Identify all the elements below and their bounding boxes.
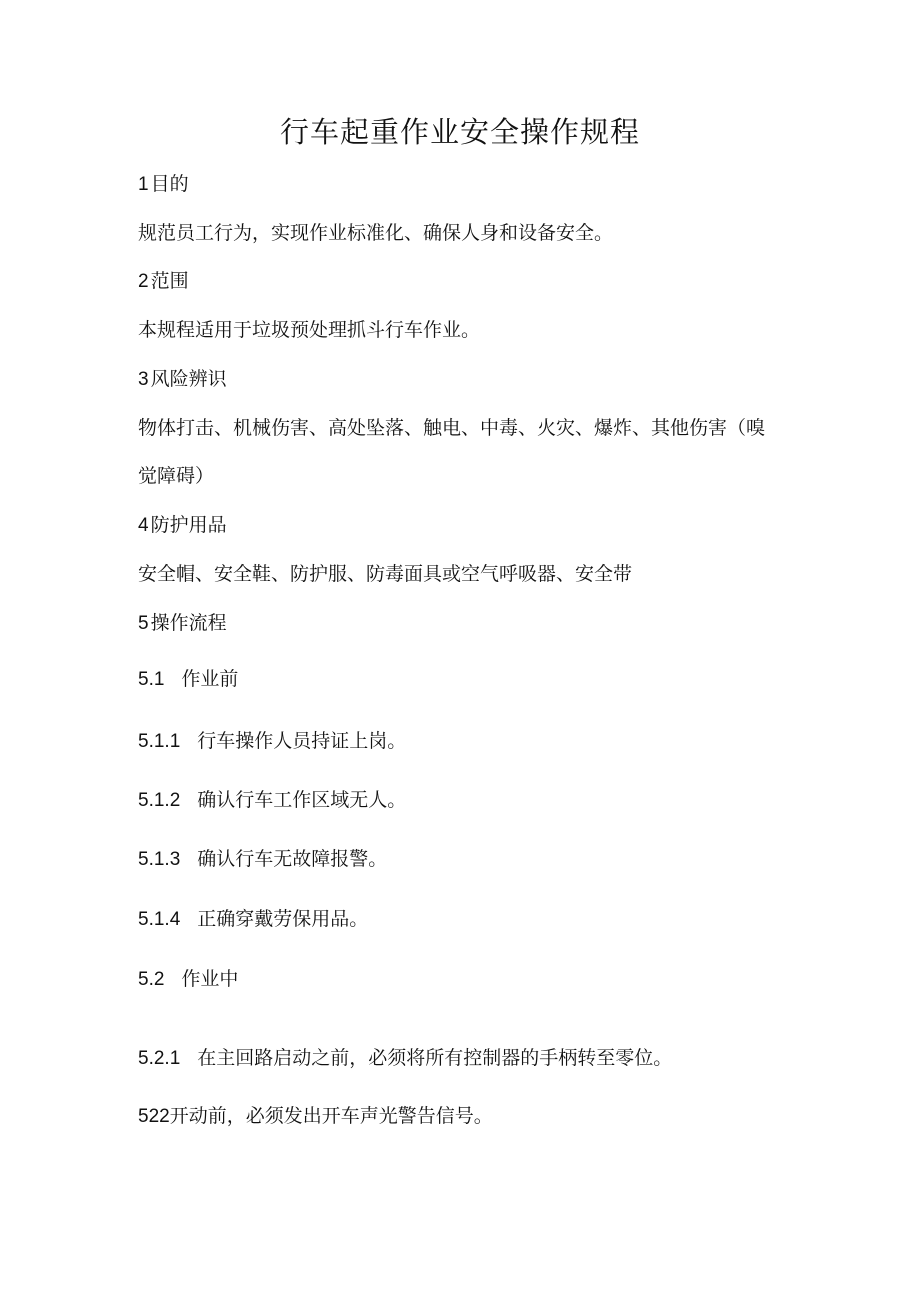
section-number: 2 — [138, 271, 149, 292]
item-number: 5.2.1 — [138, 1048, 181, 1069]
section-title: 目的 — [150, 173, 189, 195]
section-5-2-heading — [138, 965, 238, 994]
item-5-1-1 — [138, 727, 406, 756]
item-text: 在主回路启动之前，必须将所有控制器的手柄转至零位。 — [197, 1047, 673, 1069]
item-text: 确认行车工作区域无人。 — [197, 789, 407, 811]
section-number: 5.2 — [138, 969, 165, 990]
section-title: 操作流程 — [150, 612, 227, 634]
item-5-2-1 — [138, 1044, 672, 1073]
section-3-body-line-2: 觉障碍） — [138, 465, 215, 487]
section-number: 3 — [138, 369, 149, 390]
section-5-heading — [138, 609, 227, 638]
section-title: 防护用品 — [150, 514, 227, 536]
section-1-heading — [138, 170, 189, 199]
item-5-1-2 — [138, 786, 406, 815]
item-5-2-2 — [138, 1102, 493, 1131]
item-number: 5.1.2 — [138, 790, 181, 811]
section-4-body: 安全帽、安全鞋、防护服、防毒面具或空气呼吸器、安全带 — [138, 563, 633, 585]
item-number: 5.1.4 — [138, 909, 181, 930]
section-number: 4 — [138, 515, 149, 536]
document-title: 行车起重作业安全操作规程 — [279, 115, 640, 149]
item-number: 5.1.3 — [138, 849, 181, 870]
section-2-body: 本规程适用于垃圾预处理抓斗行车作业。 — [138, 319, 481, 341]
section-number: 5.1 — [138, 669, 165, 690]
section-4-heading — [138, 511, 227, 540]
section-5-1-heading — [138, 665, 238, 694]
section-3-heading — [138, 365, 227, 394]
item-text: 正确穿戴劳保用品。 — [197, 908, 369, 930]
section-3-body-line-1: 物体打击、机械伤害、高处坠落、触电、中毒、火灾、爆炸、其他伤害（嗅 — [138, 417, 766, 439]
section-title: 作业前 — [181, 668, 239, 690]
section-number: 5 — [138, 613, 149, 634]
item-text: 开动前，必须发出开车声光警告信号。 — [169, 1105, 493, 1127]
section-number: 1 — [138, 174, 149, 195]
item-number: 5.1.1 — [138, 731, 181, 752]
item-5-1-4 — [138, 905, 368, 934]
item-text: 行车操作人员持证上岗。 — [197, 730, 407, 752]
item-text: 确认行车无故障报警。 — [197, 848, 388, 870]
section-title: 范围 — [150, 270, 189, 292]
section-2-heading — [138, 267, 189, 296]
section-1-body: 规范员工行为，实现作业标准化、确保人身和设备安全。 — [138, 222, 614, 244]
item-5-1-3 — [138, 845, 387, 874]
item-number: 522 — [138, 1106, 170, 1127]
section-title: 风险辨识 — [150, 368, 227, 390]
section-title: 作业中 — [181, 968, 239, 990]
